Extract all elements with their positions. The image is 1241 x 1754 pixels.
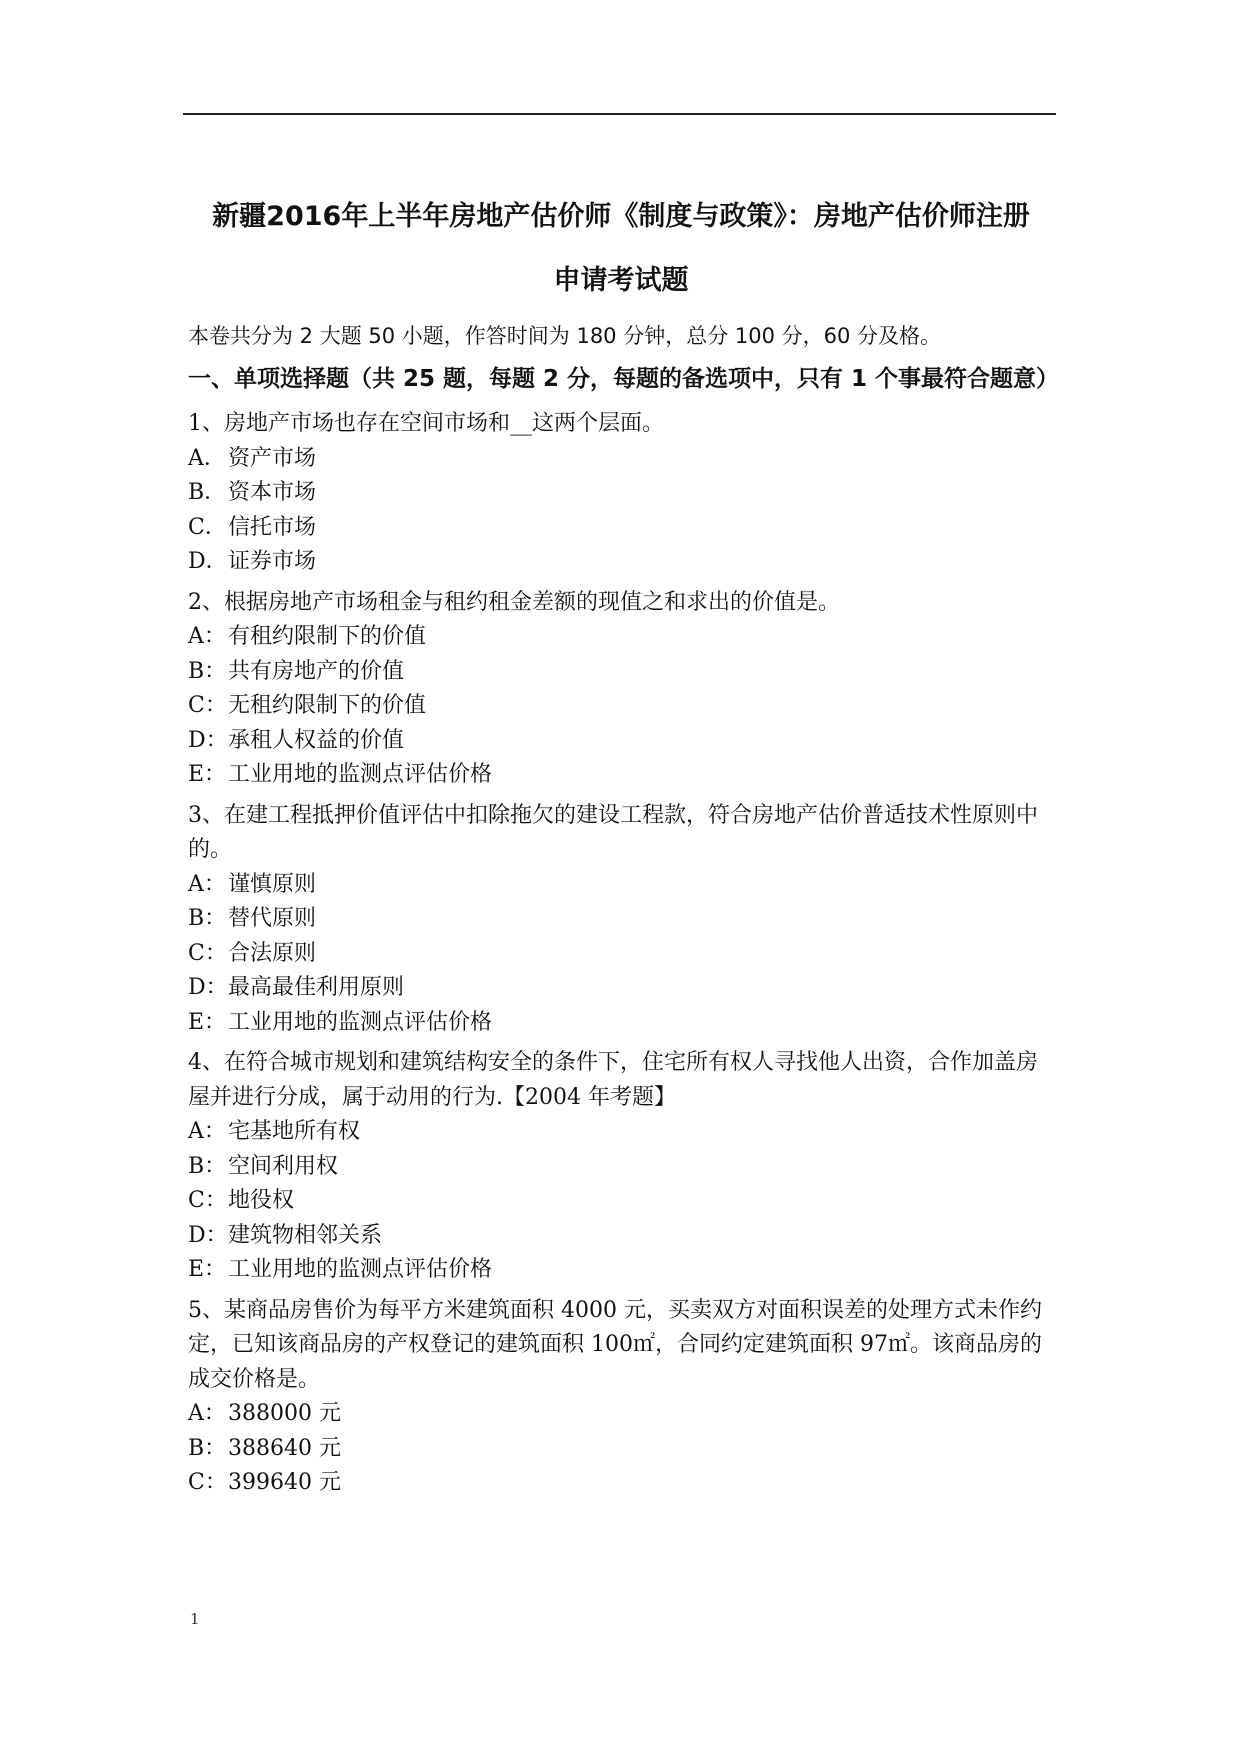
answer-option — [188, 1115, 1054, 1150]
header-rule — [183, 113, 1056, 115]
option-text: 无租约限制下的价值 — [228, 693, 427, 718]
option-letter: C： — [188, 940, 227, 966]
question-2 — [188, 586, 1054, 793]
option-text: 合法原则 — [228, 940, 317, 966]
option-text: 有租约限制下的价值 — [228, 624, 427, 649]
title-line-1: 新疆2016年上半年房地产估价师《制度与政策》：房地产估价师注册 — [212, 201, 1030, 232]
option-letter: B： — [188, 1153, 227, 1179]
answer-option — [188, 689, 1054, 724]
answer-option — [188, 655, 1054, 690]
answer-option — [188, 1184, 1054, 1219]
option-text: 399640 元 — [228, 1470, 341, 1495]
option-letter: C． — [188, 514, 227, 540]
answer-option — [188, 1432, 1054, 1467]
question-text: 3、在建工程抵押价值评估中扣除拖欠的建设工程款，符合房地产估价普适技术性原则中的。 — [188, 802, 1038, 862]
answer-option — [188, 1150, 1054, 1185]
option-letter: A． — [188, 445, 226, 471]
answer-option — [188, 511, 1054, 546]
option-letter: C： — [188, 1188, 227, 1213]
option-text: 地役权 — [228, 1188, 295, 1213]
option-letter: B： — [188, 1435, 227, 1461]
option-letter: B： — [188, 906, 227, 931]
question-4 — [188, 1046, 1054, 1288]
option-text: 工业用地的监测点评估价格 — [228, 762, 493, 787]
option-text: 谨慎原则 — [228, 871, 317, 897]
document-title — [188, 185, 1054, 313]
option-letter: E： — [188, 1257, 227, 1282]
option-letter: A： — [188, 1401, 226, 1426]
answer-option — [188, 937, 1054, 972]
option-text: 最高最佳利用原则 — [228, 975, 405, 1000]
answer-option — [188, 724, 1054, 759]
option-text: 共有房地产的价值 — [228, 658, 405, 684]
answer-option — [188, 476, 1054, 511]
answer-option — [188, 1219, 1054, 1254]
option-letter: D． — [188, 549, 228, 574]
option-letter: C： — [188, 1470, 227, 1495]
question-text: 2、根据房地产市场租金与租约租金差额的现值之和求出的价值是。 — [188, 589, 840, 615]
option-letter: A： — [188, 871, 226, 897]
option-letter: A： — [188, 1119, 226, 1144]
answer-option — [188, 1006, 1054, 1041]
option-letter: D： — [188, 1222, 228, 1248]
option-text: 宅基地所有权 — [228, 1119, 361, 1144]
option-text: 信托市场 — [228, 514, 317, 540]
option-text: 资产市场 — [228, 445, 317, 471]
option-letter: D： — [188, 975, 228, 1000]
option-text: 建筑物相邻关系 — [228, 1222, 383, 1248]
answer-option — [188, 442, 1054, 477]
option-text: 388640 元 — [228, 1435, 341, 1461]
answer-option — [188, 1466, 1054, 1501]
exam-intro: 本卷共分为 2 大题 50 小题，作答时间为 180 分钟，总分 100 分，60 分及格。 — [188, 324, 942, 348]
option-text: 工业用地的监测点评估价格 — [228, 1257, 493, 1282]
option-text: 承租人权益的价值 — [228, 727, 405, 753]
question-list — [188, 407, 1054, 1501]
option-letter: B： — [188, 658, 227, 684]
option-letter: D： — [188, 727, 228, 753]
option-letter: E： — [188, 762, 227, 787]
question-text: 4、在符合城市规划和建筑结构安全的条件下，住宅所有权人寻找他人出资，合作加盖房屋并进行分成，属于动用的行为.【2004 年考题】 — [188, 1050, 1038, 1110]
question-text: 5、某商品房售价为每平方米建筑面积 4000 元，买卖双方对面积误差的处理方式未作约定，已知该商品房的产权登记的建筑面积 100㎡，合同约定建筑面积 97㎡。该商品房的成交价格是。 — [188, 1297, 1042, 1392]
option-letter: E： — [188, 1009, 227, 1035]
answer-option — [188, 971, 1054, 1006]
answer-option — [188, 758, 1054, 793]
question-3 — [188, 799, 1054, 1041]
answer-option — [188, 620, 1054, 655]
option-text: 证券市场 — [228, 549, 317, 574]
option-text: 388000 元 — [228, 1401, 341, 1426]
title-line-2: 申请考试题 — [553, 265, 689, 296]
answer-option — [188, 868, 1054, 903]
answer-option — [188, 1253, 1054, 1288]
option-letter: C： — [188, 693, 227, 718]
question-5 — [188, 1294, 1054, 1501]
option-letter: A： — [188, 624, 226, 649]
question-text: 1、房地产市场也存在空间市场和__这两个层面。 — [188, 411, 664, 436]
option-text: 资本市场 — [228, 480, 317, 505]
document-body — [188, 185, 1060, 1507]
page-number: 1 — [190, 1610, 200, 1628]
answer-option — [188, 902, 1054, 937]
question-1 — [188, 407, 1054, 580]
answer-option — [188, 1397, 1054, 1432]
option-text: 替代原则 — [228, 906, 317, 931]
option-text: 工业用地的监测点评估价格 — [228, 1009, 493, 1035]
section-heading: 一、单项选择题（共 25 题，每题 2 分，每题的备选项中，只有 1 个事最符合题意） — [188, 366, 1060, 392]
answer-option — [188, 545, 1054, 580]
option-letter: B． — [188, 480, 227, 505]
option-text: 空间利用权 — [228, 1153, 339, 1179]
